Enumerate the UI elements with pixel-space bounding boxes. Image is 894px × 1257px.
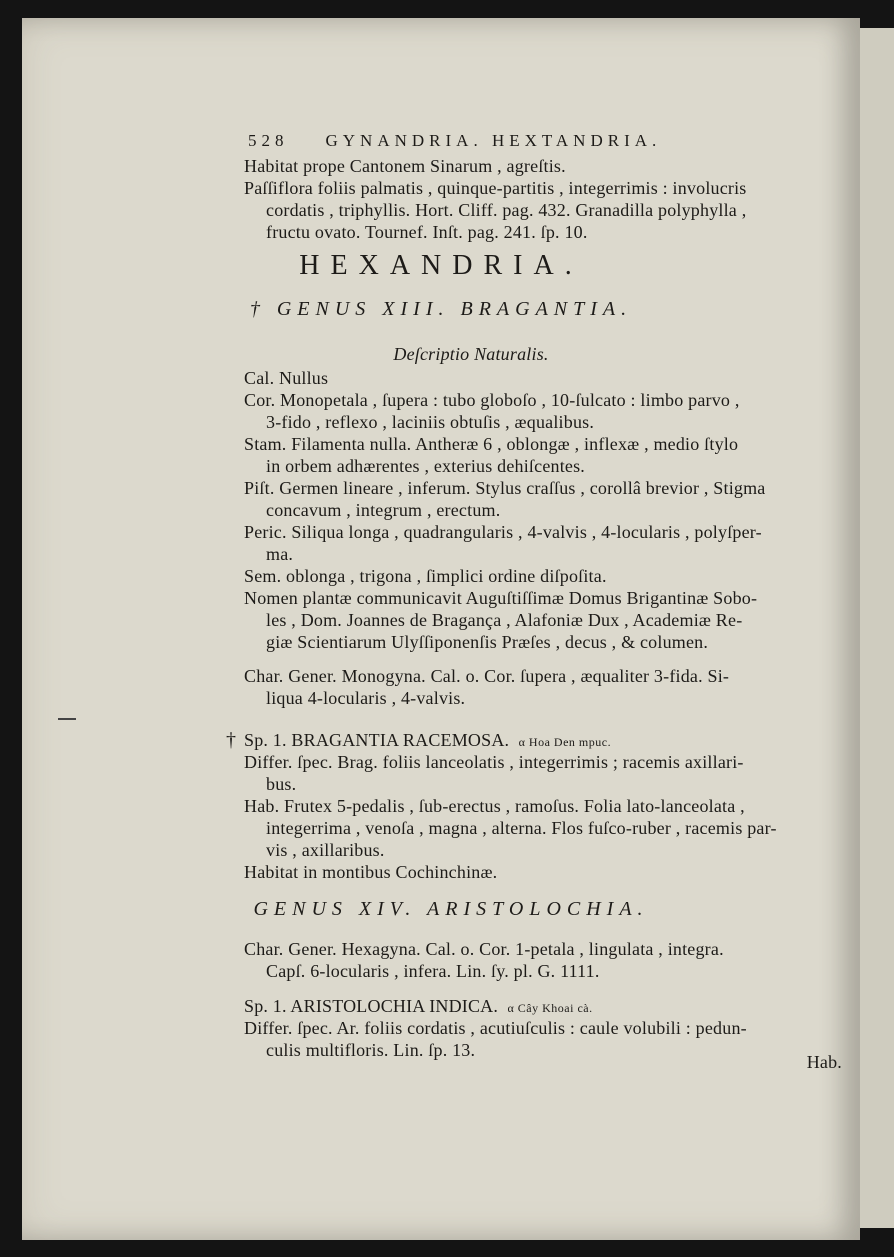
text-line: Piſt. Germen lineare , inferum. Stylus craſſus , corollâ brevior , Stigma xyxy=(244,478,766,498)
text-line: Char. Gener. Hexagyna. Cal. o. Cor. 1-petala , lingulata , integra. xyxy=(244,939,724,959)
text-line: Capſ. 6-locularis , infera. Lin. ſy. pl. G. 1111. xyxy=(266,961,600,981)
text-line: Differ. ſpec. Brag. foliis lanceolatis , integerrimis ; racemis axillari- xyxy=(244,752,744,772)
species-name: Sp. 1. ARISTOLOCHIA INDICA. xyxy=(244,996,499,1016)
text-line: Peric. Siliqua longa , quadrangularis , 4-valvis , 4-locularis , polyſper- xyxy=(244,522,762,542)
text-line: culis multifloris. Lin. ſp. 13. xyxy=(266,1040,476,1060)
genus-heading: † GENUS XIII. BRAGANTIA. xyxy=(249,298,633,320)
text-line: liqua 4-locularis , 4-valvis. xyxy=(266,688,466,708)
text-line: bus. xyxy=(266,774,297,794)
text-line: Habitat in montibus Cochinchinæ. xyxy=(244,862,498,882)
page-number: 528 xyxy=(248,131,289,150)
text-line: 3-fido , reflexo , laciniis obtuſis , æqualibus. xyxy=(266,412,595,432)
text-line: Char. Gener. Monogyna. Cal. o. Cor. ſupera , æqualiter 3-fida. Si- xyxy=(244,666,730,686)
text-line: integerrima , venoſa , magna , alterna. Flos fuſco-ruber , racemis par- xyxy=(266,818,777,838)
species-line xyxy=(244,729,864,753)
text-line: Differ. ſpec. Ar. foliis cordatis , acutiuſculis : caule volubili : pedun- xyxy=(244,1018,747,1038)
text-line: concavum , integrum , erectum. xyxy=(266,500,501,520)
text-line: Sem. oblonga , trigona , ſimplici ordine diſpoſita. xyxy=(244,566,607,586)
text-line: fructu ovato. Tournef. Inſt. pag. 241. ſp. 10. xyxy=(266,222,588,242)
species-line xyxy=(244,995,864,1019)
text-line: les , Dom. Joannes de Bragança , Alafoniæ Dux , Academiæ Re- xyxy=(266,610,743,630)
text-line: cordatis , triphyllis. Hort. Cliff. pag. 432. Granadilla polyphylla , xyxy=(266,200,747,220)
running-header xyxy=(248,130,868,152)
text-line: Stam. Filamenta nulla. Antheræ 6 , oblongæ , inflexæ , medio ſtylo xyxy=(244,434,739,454)
text-line: Habitat prope Cantonem Sinarum , agreſtis. xyxy=(244,156,566,176)
catchword: Hab. xyxy=(806,1052,842,1072)
text-line: giæ Scientiarum Ulyſſiponenſis Præſes , decus , & columen. xyxy=(266,632,709,652)
dagger-mark: † xyxy=(226,729,236,751)
running-title: GYNANDRIA. HEXTANDRIA. xyxy=(325,131,662,150)
vernacular-name: α Cây Khoai cà. xyxy=(507,1001,593,1015)
section-title: HEXANDRIA. xyxy=(299,250,583,281)
text-line: vis , axillaribus. xyxy=(266,840,385,860)
text-line: Cal. Nullus xyxy=(244,368,329,388)
vernacular-name: α Hoa Den mpuc. xyxy=(518,735,612,749)
description-heading: Deſcriptio Naturalis. xyxy=(393,344,549,364)
genus-heading: GENUS XIV. ARISTOLOCHIA. xyxy=(253,898,649,920)
book-page xyxy=(22,18,860,1240)
text-line: Hab. Frutex 5-pedalis , ſub-erectus , ramoſus. Folia lato-lanceolata , xyxy=(244,796,745,816)
text-line: Cor. Monopetala , ſupera : tubo globoſo , 10-ſulcato : limbo parvo , xyxy=(244,390,740,410)
text-line: in orbem adhærentes , exterius dehiſcentes. xyxy=(266,456,586,476)
species-name: Sp. 1. BRAGANTIA RACEMOSA. xyxy=(244,730,510,750)
text-line: Nomen plantæ communicavit Auguſtiſſimæ Domus Brigantinæ Sobo- xyxy=(244,588,758,608)
text-line: Paſſiflora foliis palmatis , quinque-partitis , integerrimis : involucris xyxy=(244,178,747,198)
margin-dash xyxy=(58,718,76,720)
text-line: ma. xyxy=(266,544,294,564)
